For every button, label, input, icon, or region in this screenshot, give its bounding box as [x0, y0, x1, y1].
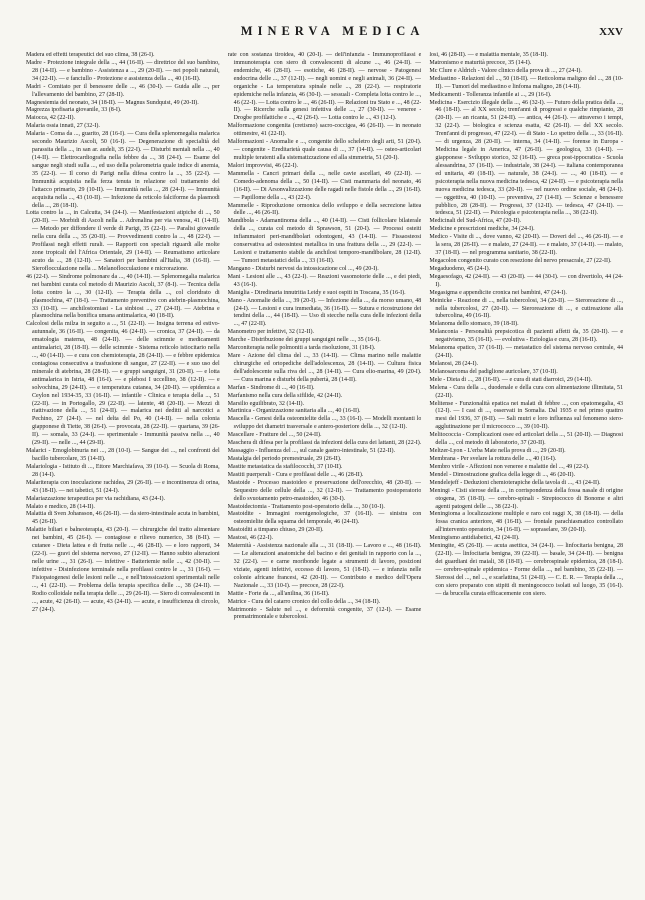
- index-entry: Malato e medico, 28 (14-II).: [26, 503, 95, 510]
- index-entry: Mangano - Disturbi nervosi da intossicazione col ..., 49 (20-I).: [227, 265, 379, 272]
- index-entry: Melanconia - Personalità prepsicotica di pazienti affetti da, 35 (20-II). — e negativismo, 35 (16-II). — evolutiva - Eziologia e cura, 28 (16-II).: [429, 329, 624, 344]
- index-column-right: [429, 52, 623, 890]
- index-entry: Medico - Visite di ..., dove vanno, 42 (20-II). — Doveri del ..., 46 (26-II). — e la sera, 28 (26-II). — e malato, 27 (24-II). — e malato, 37 (14-II). — malato, 37 (18-II). — nel programma sanitario, 38 (22-II).: [429, 234, 624, 257]
- index-entry: Melitense - Funzionalità epatica nei malati di febbre ..., con epatomegalia, 43 (12-I). — I casi di ..., osservati in Somalia. Dal 1935 e nel primo quattro mesi del 1936, 37 (8-II). — Sali mutri e loro influenza sul fenomeno siero-agglutinazione per il micrococco ..., 39 (10-II).: [429, 400, 624, 431]
- index-entry: Malariterapia con inoculazione rachidea, 29 (26-II). — e incontinenza di orina, 43 (18-II). — nei tabetici, 51 (24-I).: [26, 479, 220, 494]
- index-entry: Marfanismo nella cura della sifilide, 42 (24-II).: [227, 392, 343, 399]
- index-entry: Meningi - Cisti sierose della ..., in corrispondenza della fossa nasale di origine otogena, 35 (18-II). — cerebro-spinali - Streptococco di Bonome e altri agenti patogeni delle ..., 38 (22-I).: [429, 487, 624, 510]
- index-entry: Mele - Dieta di ..., 28 (16-II). — e cura di stati diarroici, 29 (14-II).: [429, 376, 593, 383]
- index-entry: Magnesiemia del neonato, 34 (18-II). — Magnus Sundquist, 49 (20-II).: [26, 99, 199, 106]
- index-entry: Meltzer-Lyon - L'erba Mate nella prova di ..., 29 (20-II).: [429, 448, 566, 455]
- index-entry: Maternità - Assistenza nazionale alla ..., 31 (18-II). — Lavoro e ..., 48 (16-II). — Le alterazioni anatomiche del bacino e dei genitali in rapporto con la ..., 32 (22-I). — e carne moribonde legate a strumenti di lavoro, posizioni viziate, agenti infettivi, eccesso di lavoro, 51 (18-II). — e infanzia nelle colonie africane francesi, 42 (20-II). — Contributo e medico dell'Opera Nazionale ..., 33 (10-I). — precoce, 28 (22-I).: [227, 543, 422, 589]
- index-entry: Megaduodeno, 45 (24-I).: [429, 265, 491, 272]
- index-entry: Malori improvvisi, 46 (22-I).: [227, 162, 299, 169]
- index-entry: Mastite metastatica da stafilococchi, 37 (10-II).: [227, 463, 343, 470]
- index-entry: Calcolosi della milza in seguito a ..., 51 (22-II). — Insigna terrena ed estivo-autunnale, 36 (16-II). — congenita, 46 (24-II). — cronica, 37 (24-II). — da ematologia materna, 48 (24-II). — delle scimmie e medicamenti antimalarici, 28 (18-II). — delle scimmie - Sistema reticolo istiocitario nella ..., 40 (14-II). — e cura con chemioterapia, 28 (24-II). — e febbre epidemica contagiosa consecutiva a trasfusione di sangue, 27 (22-II). — e suo uso del minerale di atebrina, 28 (28-II). — e gruppi sanguigni, 31 (20-II). — e lotta antimalarica in Istria, 48 (16-I). — e plebosi I uccellino, 38 (12-II). — e solvochina, 29 (24-II). — e temperatura cutanea, 34 (20-II). — epidemica a Ceylon nel 1934-35, 33 (16-II). — infantile - Clinica e terapia della ..., 51 (22-II). — in Portogallo, 29 (22-II). — latente, 48 (20-II). — Mezzi di riattivazione della ..., 51 (24-II). — malarica nei deditti al narcotici a Pechino, 27 (24-I). — nel delta del Po, 40 (14-II). — nella colonia giapponese di Tiette, 38 (26-I). — provocata, 28 (22-II). — quartana, 39 (26-II). — somala, 33 (24-I). — sperimentale - Immunità passiva nella ..., 40 (29-II). — nelle ..., 44 (29-II).: [26, 321, 220, 447]
- index-entry: Meningioma a localizzazione multiple e raro coi raggi X, 38 (18-II). — della fossa cranica anteriore, 48 (16-II). — frontale parachiasmatico controllato all'intervento operatorio, 34 (16-II). — sopraselare, 39 (20-II).: [429, 511, 624, 534]
- index-entry: Megasigma e appendicite cronica nei bambini, 47 (24-I).: [429, 289, 567, 296]
- index-entry: Medicina - Esercizio illegale della ..., 46 (32-I). — Futuro della pratica della ..., 46 (18-II). — al XX secolo; trent'anni di progressi e qualche rimpianto, 28 (20-II). — an ricanta, 51 (24-II). — antica, 44 (26-I). — attraverso i tempi, 32 (22-I). — biologica e scienza esatta, 42 (26-II). — del XX secolo. Trent'anni di progresso, 47 (22-I). — di Stato - Lo spettro della ..., 33 (16-II). — di urgenza, 28 (20-II). — interna, 34 (14-II). — forense in Europa - Medicina legale in America, 47 (26-II). — geologica, 33 (14-II). — giapponese - Sviluppo storico, 32 (16-II). — greca post-ippocratica - Scuola alessandrina, 37 (16-II). — industriale, 38 (24-I). — italiana contemporanea ed unitaria, 49 (18-II). — naturale, 38 (24-I). — ..., 40 (18-II). — e psicoterapia nella nuova medicina tedesca, 42 (24-II). — e psicoterapia nella nuova medicina tedesca, 33 (20-II). — nel nuovo ordine sociale, 48 (24-I). — oggettiva, 40 (10-II). — preventiva, 27 (14-II). — Scienze e benessere pubblico, 28 (28-II). — Progressi, 37 (12-II). — tedesca, 47 (24-II). — tedesca, 51 (22-II). — Psicologia e psicoterapia nella ..., 38 (22-II).: [429, 99, 624, 217]
- index-entry: Melena - Cura della ..., duodenale e della cura con alimentazione illimitata, 51 (22-II).: [429, 384, 624, 399]
- index-entry: Meningismo antidiabetici, 42 (24-II).: [429, 535, 520, 542]
- index-entry: Membrana - Per svelare la rottura delle ..., 40 (16-I).: [429, 456, 557, 463]
- index-entry: Mendelejeff - Deduzioni chemioterapiche della tavola di ..., 43 (24-II).: [429, 479, 601, 486]
- index-entry: Madri - Comitato per il benessere delle ..., 46 (30-I). — Guida alle ..., per l'allevamento del bambino, 27 (28-II).: [26, 83, 220, 98]
- index-entry: Medicinali del Sud-Africa, 47 (20-II).: [429, 218, 522, 225]
- index-entry: Membro virile - Affezioni non veneree e malattie del ..., 49 (22-I).: [429, 463, 590, 470]
- journal-title: MINERVA MEDICA: [240, 24, 425, 38]
- index-entry: Melanoma dello stomaco, 39 (18-II).: [429, 321, 519, 328]
- index-entry: Maniglia - Diredinaria innutritia Leidy e suoi ospiti in Toscana, 35 (16-I).: [227, 289, 406, 296]
- index-entry: Matronismo e maturità precoce, 35 (14-I).: [429, 59, 532, 66]
- index-entry: Mascellare - Fratture del ..., 50 (24-II).: [227, 432, 322, 439]
- index-entry: Malariazzazione terapeutica per via rachidiana, 43 (24-I).: [26, 495, 165, 502]
- index-entry: Malattia di Sven Johansson, 46 (26-II). — da siero-intestinale acuta in bambini, 45 (26-II).: [26, 511, 220, 526]
- index-entry: losi, 46 (28-II). — e malattia mentale, 35 (18-II).: [429, 52, 548, 58]
- index-entry: Manometro per infettivi, 32 (12-II).: [227, 329, 314, 336]
- index-entry: Malarici - Emoglobinuria nei ..., 28 (10-I). — Sangue dei ..., nel confronti del bacillo tubercolare, 35 (14-II).: [26, 448, 220, 463]
- index-entry: Matrimonio - Salute nel ..., e deformità congenite, 37 (12-I). — Esame prematrimoniale e tubercolosi.: [227, 606, 422, 621]
- index-entry: Mammella - Cancri primari della ..., nelle cavie ascellari, 49 (22-II). — Comedo-adenoma della ..., 50 (14-II). — Cisti mammaria del neonato, 46 (16-II). — Di Arsonvalizzazione delle ragadi nelle fistole della ..., 29 (16-II). — Papillome della ..., 43 (22-I).: [227, 170, 422, 201]
- index-entry: Mendel - Dimostrazione grafica della legge di ..., 46 (20-II).: [429, 471, 576, 478]
- index-entry: Malaria ossia innati, 27 (32-I).: [26, 123, 100, 130]
- index-column-left: [26, 52, 220, 890]
- index-entry: Madre - Protezione integrale della ..., 44 (16-II). — direttrice del suo bambino, 28 (14-II). — e bambino - Assistenza a ..., 29 (20-II). — nei popoli naturali, 34 (22-II). — e fanciullo - Protezione e assistenza della ..., 40 (16-II).: [26, 59, 220, 82]
- index-entry: Mattie - Forte da ..., all'anilina, 36 (16-II).: [227, 590, 330, 597]
- index-entry: Marfan - Sindrome di ..., 40 (16-II).: [227, 384, 315, 391]
- index-entry: Mastoidite - Immagini roentgenologiche, 37 (16-II). — sinistra con osteomielite della squama del temporale, 46 (24-II).: [227, 511, 422, 526]
- page-header: [26, 24, 623, 44]
- index-entry: Mc Clure e Aldrich - Valore clinico della prova di ..., 27 (24-I).: [429, 67, 582, 74]
- index-entry: Malariologia - Istituto di ..., Ettore Marchiafava, 39 (10-I). — Scuola di Roma, 28 (14-I).: [26, 463, 220, 478]
- index-entry: Melanosi, 28 (24-I).: [429, 360, 479, 367]
- index-entry: Medicamenti - Tolleranza infantile ai ..., 29 (16-I).: [429, 91, 552, 98]
- index-entry: Malformazioni - Anomalie e ..., congenite dello scheletro degli arti, 51 (20-I). — congenite - Ereditarietà quale causa di ..., 37 (14-II). — osteo-articolari multiple teratenti alla sistematizzazione ed alla simmetria, 51 (20-I).: [227, 139, 422, 161]
- index-entry: Mammelle - Riproduzione ormonica dello sviluppo e della secrezione lattea delle ..., 46 (26-II).: [227, 202, 422, 217]
- index-entry: Mastoide - Processo mastoideo e preservazione dell'orecchio, 48 (20-II). — Sequestro delle cellule della ..., 32 (12-II). — Trattamento postoperatorio dello svuotamento petro-mastoideo, 46 (30-I).: [227, 479, 422, 502]
- page-number: XXV: [599, 26, 623, 38]
- index-entry: Matrice - Cura del catarro cronico del collo della ..., 34 (18-II).: [227, 598, 381, 605]
- index-entry: Mastoiditi a timpano chiuso, 29 (20-II).: [227, 527, 324, 534]
- index-entry: Melitococcia - Complicazioni osee ed articolari della ..., 51 (20-II). — Diagnosi della ..., col metodo di laboratorio, 37 (20-II).: [429, 432, 624, 447]
- index-entry: Mascella - Genesi della osteomielite della ..., 33 (16-I). — Modelli montanti lo sviluppo dei diametri trasversale e antero-posteriore della ..., 32 (12-II).: [227, 416, 422, 431]
- index-entry: Marconiterapia nelle polmoniti a tarda risoluzione, 31 (18-I).: [227, 345, 376, 352]
- index-entry: Melanoma epatico, 37 (16-II). — metastatico del sistema nervoso centrale, 44 (24-II).: [429, 345, 624, 360]
- index-entry: Mastiti puerperali - Cura e profilassi delle ..., 46 (28-II).: [227, 471, 364, 478]
- index-columns: [26, 52, 623, 890]
- index-entry: Meningite, 45 (26-II). — acuta asettica, 34 (24-I). — linfocitaria benigna, 28 (22-II). — linfocitaria benigna, 39 (22-II). — basale, 34 (24-II). — benigna dei guardiani dei maiali, 38 (18-II). — cerebrospinale epidemica, 28 (18-I). — cerebro-spinale epidemica - Forme della ..., nel bambino, 35 (22-II). — Sierossi del ..., nel ..., e scarlattina, 51 (24-II). — C. E. R. — Terapia della ..., con siero preparato con stipiti di meningococco isolati sul luogo, 35 (16-I). — da brucella curata efficacemente con siero.: [429, 543, 624, 597]
- index-entry: Mandibola - Adamantinoma della ..., 40 (14-II). — Cisti follicolare bilaterale della ..., curata col metodo di Sprawson, 51 (20-I). — Processi osteiti infiammatori peri-mandibolari odontogeni, 43 (14-II). — Fissaosteosi conservativa ad osteosintesi metallica in una frattura della ..., 29 (22-I). — Lesioni e trattamento stabile da anchilosi temporo-mandibolare, 28 (12-II). — Tumori metastatici della ..., 33 (16-II).: [227, 218, 422, 264]
- index-entry: Lotta contro la ..., in Calcutta, 34 (24-I). — Manifestazioni atipiche di ..., 50 (20-II). — Morbidi di Ascoli nella ... Adrenalina per via venosa, 41 (14-II). — Metodo per diffondere il verde di Parigi, 35 (22-I). — Paralisi giovanile nella cura della ..., 35 (20-II). — Provvedimenti contro la ..., 48 (22-I). — Profilassi negli effetti rurali. — Rapporti con speciali riguardi alle molte zone tropicali del l'Africa Orientale, 29 (14-II). — Reumatismo articolare acuto da ..., 28 (12-II). — Sanatori per bambini all'Italia, 38 (16-II). — Sieroflocculazione nella ... Melanoflocculazione e microrazione.: [26, 210, 220, 272]
- index-entry: Marche - Distribuzione dei gruppi sanguigni nelle ..., 35 (16-I).: [227, 337, 381, 344]
- index-entry: Melanosarcoma del padiglione auricolare, 37 (10-II).: [429, 368, 558, 375]
- index-entry: rate con sostanza tiroidea, 40 (20-I). — dell'infanzia - Immunoprofilassi e immunoterapia con siero di convalescenti di alcune ..., 46 (24-II). — endemiche, 46 (28-II). — esotiche, 46 (28-II). — nervose - Patogenesi endocrina delle ..., 37 (12-II). — negli uomini e negli animali, 36 (24-II). — organiche - La temperatura spinale nelle ..., 28 (22-I). — respiratorie epidemiche nella infanzia, 46 (30-I). — sessuali - Completa lotta contro le ..., 46 (22-I). — Lotta contro le ..., 46 (26-II). — Relazioni tra Stato e ..., 48 (22-II). — Ricerche sulla genesi infettiva delle ..., 27 (30-II). — veneree - Drogbe profilattiche e ..., 42 (26-I). — Lotta contro le ..., 43 (12-I).: [227, 52, 422, 122]
- index-entry: Mano - Anomalie della ..., 39 (20-I). — Infezione della ..., da morso umano, 48 (24-I). — Lesioni e cura immediata, 36 (16-II). — Sutura e ricostruzione dei tendini della ..., 44 (18-II). — Uso di stecche nella cura delle infezioni della ..., 47 (22-II).: [227, 297, 422, 328]
- index-entry: Mediastino - Relazioni del ..., 50 (18-II). — Reticoloma maligno del ..., 28 (10-II). — Tumori del mediastino e linfoma maligno, 28 (14-II).: [429, 75, 624, 90]
- index-entry: Maiocca, 42 (22-II).: [26, 115, 76, 122]
- index-entry: Marsilio eguilibrato, 32 (14-II).: [227, 400, 305, 407]
- index-entry: Madera ed effetti terapeutici del suo clima, 38 (26-I).: [26, 52, 155, 58]
- index-entry: Megaesofago, 42 (24-II). — 43 (20-II). — 44 (30-I). — con divertiolo, 44 (24-I).: [429, 273, 624, 288]
- index-entry: Malaria - Coma da ..., guarito, 28 (16-I). — Cura della splenomegalia malarica secondo Maurizio Ascoli, 50 (16-I). — Degenerazione di specialità del parassita della ..., in san ar. audeli, 35 (22-I). — Disturbi mentali nella ..., 40 (14-II). — Elettrocardiografia nella febbre da ..., 38 (24-I). — Esame del sangue negli studi sulla ..., ed uso della polarometria quale indice di anemia, 35 (22-I). — Il corso di Parigi nella difesa contro la ..., 35 (22-I). — Immunità acquisita nella ferza tenuta in relazione col trattamento del l'attacco primario, 29 (10-II). — Immunità nella ..., 28 (24-I). — Immunità acquisita nella ..., 43 (10-II). — Infezione da reticolo falciforme da plasmodi della ..., 28 (18-II).: [26, 131, 220, 209]
- index-entry: Maschera di difesa per la profilassi da infezioni della cura dei lattanti, 28 (22-I).: [227, 440, 422, 447]
- index-entry: Magrezza ipofisaria giovanile, 33 (8-I).: [26, 107, 122, 114]
- index-entry: Mastosi, 46 (22-I).: [227, 535, 274, 542]
- index-entry: Medicine e prescrizioni mediche, 34 (24-I).: [429, 226, 535, 233]
- index-column-middle: [228, 52, 422, 890]
- index-entry: Meinicke - Reazione di ..., nella tubercolosi, 34 (20-II). — Sieroreazione di ..., nella tubercolosi, 27 (20-II). — Sieroreazione di ..., e cutireazione alla tubercolina, 49 (16-II).: [429, 297, 624, 320]
- index-entry: Mani - Lesioni alle ..., 43 (22-I). — Reazioni vasomotorie delle ..., e dei piedi, 43 (16-I).: [227, 273, 422, 288]
- index-entry: Malformazione congenita (cretismo) sacro-coccigea, 46 (26-II). — in neonato ottimestre, 41 (22-II).: [227, 123, 422, 138]
- index-entry: Mare - Azione del clima del ..., 33 (14-II). — Clima marino nelle malattie chirurgiche ed ortopediche dell'adolescenza, 28 (14-II). — Cultura fisica dell'adolescente sulla riva del ..., 28 (14-II). — Cura elio-marina, 49 (20-I). — Cura marina e disturbi della pubertà, 28 (14-II).: [227, 353, 422, 383]
- index-entry: Mastoidectomia - Trattamento post-operatorio della ..., 30 (10-I).: [227, 503, 385, 510]
- index-entry: Mastalgia del periodo premestruale, 29 (26-II).: [227, 456, 342, 463]
- index-entry: Megacolon congenito curato con resezione del nervo presacrale, 27 (22-II).: [429, 257, 612, 264]
- index-entry: 46 (22-I). — Sindrome polmonare da ..., 40 (14-II). — Splenomegalia malarica nei bambini curata col metodo di Maurizio Ascoli, 37 (8-I). — Tecnica della lotta contro la ..., 30 (12-II). — Terapia della ..., col cloridrato di plasmochina, 47 (18-I). — Trattamento preventivo con atebrin-plasmochina, 33 (10-II). — anchilostomiasi - La sinbiosi ..., 27 (24-II). — Atebrina e plasmochina nella bonifica umana antimalarica, 40 (18-II).: [26, 273, 220, 320]
- index-entry: Martinica - Organizzazione sanitaria alla ..., 40 (16-II).: [227, 408, 361, 415]
- index-entry: Massaggio - Influenza del ..., sul canale gastro-intestinale, 51 (22-II).: [227, 448, 396, 455]
- index-entry: Malattie biliari e balneoterapia, 43 (20-I). — chirurgiche del tratto alimentare nei bambini, 45 (26-I). — contagiose e rilievo numerico, 38 (8-II). — cutanee - Dieta lattea e di frutta nelle ..., 46 (28-II). — e loro rapporti, 34 (22-I). — gravi del sistema nervoso, 27 (12-II). — Hanno subito alterazioni nelle urine ..., 31 (26-I). — infettive - Batteriemie nelle ..., 42 (30-II). — infettive - Disinfezione terminale nella profilassi contro le ..., 31 (16-I). — Fisiopatogenesi delle lesioni nelle ..., e nell'intossicazioni sperimentali nelle ..., 41 (22-II). — Problema della terapia specifica delle ..., 38 (24-II). — Rodio colloidale nella terapia delle ..., 29 (26-II). — Siero di convalescenti in ..., acute, 42 (26-II). — acute, 43 (24-II). — acute, e insufficienza di circolo, 27 (24-I).: [26, 527, 220, 613]
